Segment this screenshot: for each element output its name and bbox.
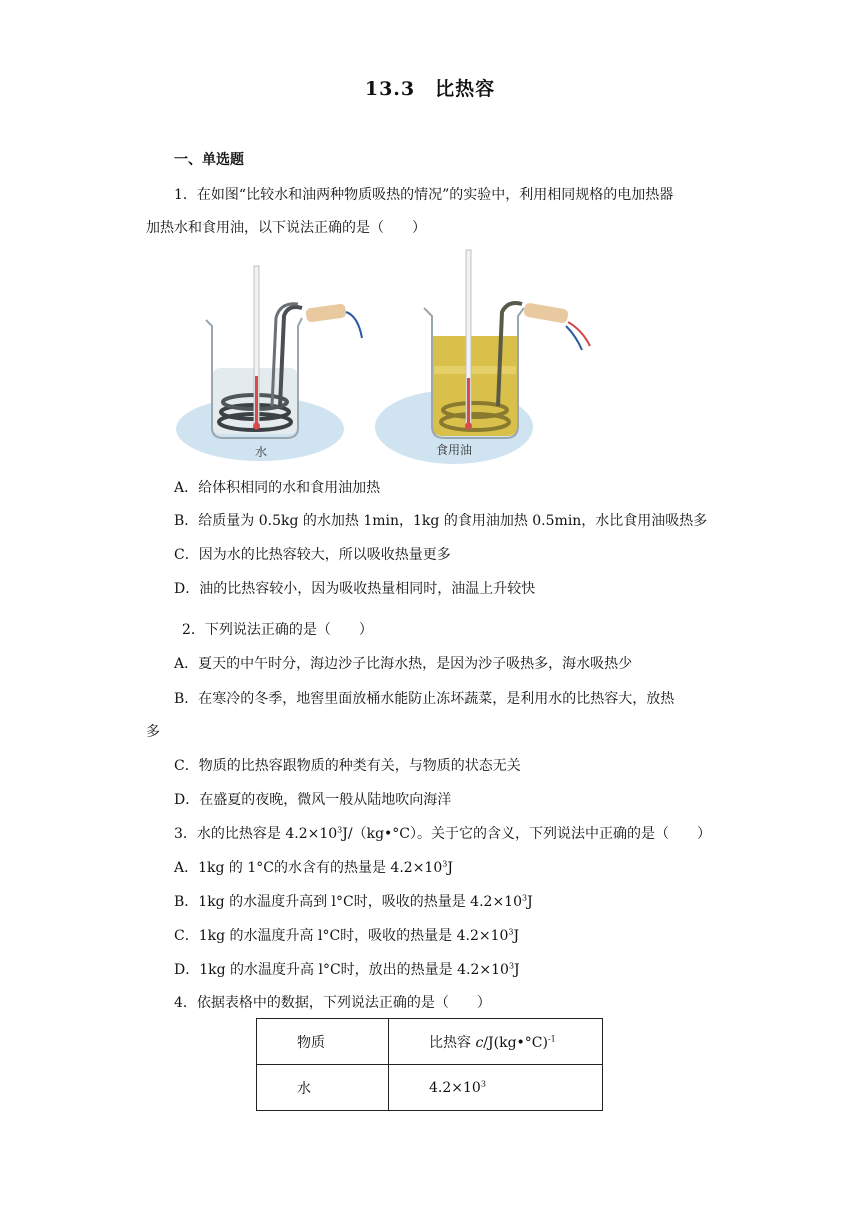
question-1-stem-line1: 1．在如图“比较水和油两种物质吸热的情况”的实验中，利用相同规格的电加热器 xyxy=(174,187,674,203)
question-2-option-d: D．在盛夏的夜晚，微风一般从陆地吹向海洋 xyxy=(174,792,452,808)
question-1-option-a: A．给体积相同的水和食用油加热 xyxy=(174,480,381,496)
question-1-option-d: D．油的比热容较小，因为吸收热量相同时，油温上升较快 xyxy=(174,581,536,597)
question-2-option-c: C．物质的比热容跟物质的种类有关，与物质的状态无关 xyxy=(174,758,521,774)
question-3-option-b xyxy=(174,892,533,912)
question-2-option-b-line2: 多 xyxy=(146,724,160,740)
q3-option-c-exp: 3 xyxy=(508,927,514,937)
header-col2-var: c xyxy=(475,1034,484,1051)
table-cell-water-value xyxy=(389,1065,603,1111)
question-1-option-b: B．给质量为 0.5kg 的水加热 1min，1kg 的食用油加热 0.5min，水比食用油吸热多 xyxy=(174,513,708,529)
question-2-option-b-line1: B．在寒冷的冬季，地窖里面放桶水能防止冻坏蔬菜，是利用水的比热容大，放热 xyxy=(174,691,675,707)
table-cell-water: 水 xyxy=(257,1065,389,1111)
table-row xyxy=(257,1065,603,1111)
page-title: 13.3 比热容 xyxy=(364,78,496,100)
q3-option-c-post: J xyxy=(513,928,520,944)
row1-col2-exp: 3 xyxy=(480,1078,486,1088)
q3-option-a-exp: 3 xyxy=(442,859,448,869)
specific-heat-table xyxy=(256,1018,603,1111)
question-3-stem xyxy=(174,824,711,844)
q3-option-c-pre: C．1kg 的水温度升高 l°C时，吸收的热量是 4.2×10 xyxy=(174,928,509,944)
table-row xyxy=(257,1019,603,1065)
question-2-stem: 2．下列说法正确的是（ ） xyxy=(182,622,373,638)
header-col2-exp: -1 xyxy=(547,1033,556,1043)
question-4-stem: 4．依据表格中的数据，下列说法正确的是（ ） xyxy=(174,995,491,1011)
question-2-option-a: A．夏天的中午时分，海边沙子比海水热，是因为沙子吸热多，海水吸热少 xyxy=(174,656,633,672)
q3-stem-post: J/（kg•°C）。关于它的含义，下列说法中正确的是（ ） xyxy=(342,826,712,842)
q3-option-b-exp: 3 xyxy=(522,893,528,903)
beaker-experiment-figure xyxy=(172,246,622,466)
question-3-option-a xyxy=(174,858,453,878)
question-1-stem-line2: 加热水和食用油，以下说法正确的是（ ） xyxy=(146,220,426,236)
q3-option-d-post: J xyxy=(514,962,520,978)
section-heading: 一、单选题 xyxy=(174,152,244,168)
q3-option-b-pre: B．1kg 的水温度升高到 l°C时，吸收的热量是 4.2×10 xyxy=(174,894,522,910)
water-beaker xyxy=(206,266,362,438)
header-col2-post: /J(kg•°C) xyxy=(483,1034,548,1051)
q3-option-d-exp: 3 xyxy=(508,961,515,971)
oil-label: 食用油 xyxy=(435,443,473,457)
q3-stem-pre: 3．水的比热容是 4.2×10 xyxy=(174,826,338,842)
q3-option-a-post: J xyxy=(447,860,453,876)
question-3-option-c xyxy=(174,926,519,946)
oil-beaker xyxy=(424,250,590,438)
question-3-option-d xyxy=(174,960,520,980)
water-label: 水 xyxy=(254,445,268,459)
table-header-specific-heat xyxy=(389,1019,603,1065)
question-1-option-c: C．因为水的比热容较大，所以吸收热量更多 xyxy=(174,547,451,563)
header-col2-pre: 比热容 xyxy=(429,1034,476,1051)
table-header-substance: 物质 xyxy=(257,1019,389,1065)
q3-option-b-post: J xyxy=(527,894,533,910)
q3-option-d-pre: D．1kg 的水温度升高 l°C时，放出的热量是 4.2×10 xyxy=(174,962,509,978)
row1-col2-pre: 4.2×10 xyxy=(429,1079,481,1096)
q3-option-a-pre: A．1kg 的 1°C的水含有的热量是 4.2×10 xyxy=(174,860,443,876)
q3-stem-exp: 3 xyxy=(337,825,343,835)
